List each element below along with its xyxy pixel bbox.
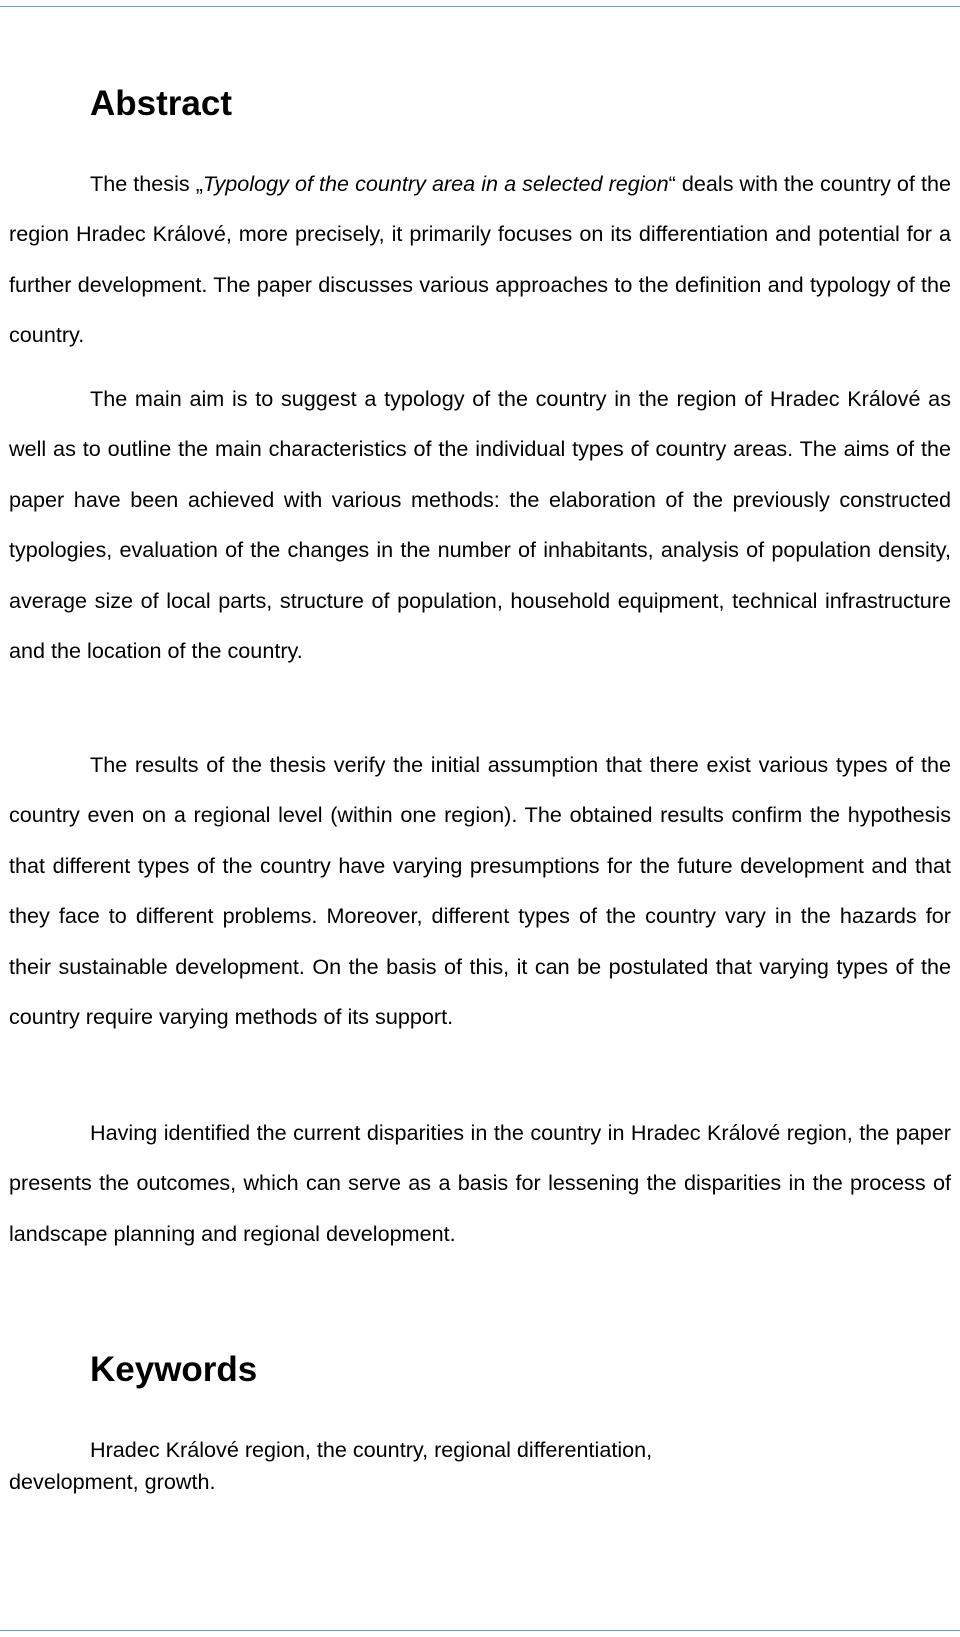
thesis-title: Typology of the country area in a selected region xyxy=(202,171,669,196)
abstract-paragraph-1 xyxy=(9,159,951,361)
abstract-paragraph-2: The main aim is to suggest a typology of the country in the region of Hradec Králové as well as to outline the main characteristics of the individual types of country areas. The aims of the paper have been achieved with various methods: the elaboration of the previously constructed typologies, evaluation of the changes in the number of inhabitants, analysis of population density, average size of local parts, structure of population, household equipment, technical infrastructure and the location of the country. xyxy=(9,386,951,664)
abstract-heading: Abstract xyxy=(90,84,232,123)
keywords-line-1: Hradec Králové region, the country, regional differentiation, xyxy=(90,1437,653,1462)
top-rule xyxy=(0,6,960,7)
keywords-line-2: development, growth. xyxy=(9,1469,216,1494)
bottom-rule xyxy=(0,1630,960,1631)
keywords-text xyxy=(9,1434,951,1498)
paragraph-1-lead: The thesis „ xyxy=(90,171,203,196)
keywords-heading: Keywords xyxy=(90,1350,258,1389)
abstract-paragraph-3: The results of the thesis verify the initial assumption that there exist various types of the country even on a regional level (within one region). The obtained results confirm the hypothesis that different types of the country have varying presumptions for the future development and that they face to different problems. Moreover, different types of the country vary in the hazards for their sustainable development. On the basis of this, it can be postulated that varying types of the country require varying methods of its support. xyxy=(9,752,951,1030)
abstract-paragraph-4: Having identified the current disparities in the country in Hradec Králové region, the paper presents the outcomes, which can serve as a basis for lessening the disparities in the process of landscape planning and regional development. xyxy=(9,1120,951,1246)
paragraph-1-rest: “ deals with the country of the region Hradec Králové, more precisely, it primarily focuses on its differentiation and potential for a further development. The paper discusses various approaches to the definition and typology of the country. xyxy=(9,171,951,348)
